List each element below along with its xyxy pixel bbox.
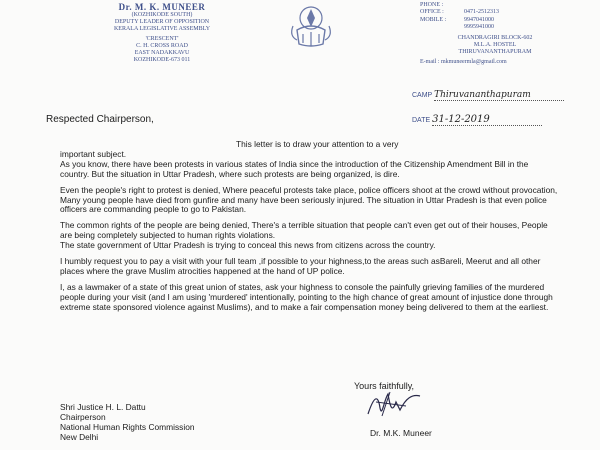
- addressee-line-2: Chairperson: [60, 412, 106, 422]
- mobile-phone-1: 9947041000: [464, 16, 494, 23]
- sender-email: E-mail : mkmuneermla@gmail.com: [420, 58, 507, 65]
- phone-label: PHONE :: [420, 2, 444, 8]
- addressee-line-1: Shri Justice H. L. Dattu: [60, 402, 146, 412]
- office-label: OFFICE :: [420, 9, 444, 16]
- sender-role-2: KERALA LEGISLATIVE ASSEMBLY: [113, 26, 211, 32]
- paragraph-4: I humbly request you to pay a visit with your full team ,if possible to your highness,to the areas such asBareli, Meerut and all other places where the grave Muslim atrocities happened at the hand of UP police.: [60, 256, 541, 276]
- sender-address-2: C. H. CROSS ROAD: [136, 43, 188, 49]
- camp-label: CAMP: [412, 92, 433, 99]
- hostel-line-1: CHANDRAGIRI BLOCK-602: [457, 34, 533, 41]
- signed-name: Dr. M.K. Muneer: [370, 428, 432, 438]
- date-label: DATE: [412, 117, 431, 124]
- paragraph-5: I, as a lawmaker of a state of this great union of states, ask your highness to console the painfully grieving families of the murdered people during your visit (and I am using 'murdered' intentionally, pointing to the high chance of great amount of injustice done through extreme state sponsored violence against Muslims), and to make a fair compensation money being delivered to them at the earliest.: [60, 281, 553, 312]
- hostel-line-2: M.L.A. HOSTEL: [473, 42, 517, 49]
- paragraph-1-text: important subject. As you know, there have been protests in various states of India since the introduction of the Citizenship Amendment Bill in the country. But the situation in Uttar Pradesh, where such protests are being organized, is dire.: [60, 148, 529, 179]
- letter-body: [60, 140, 558, 319]
- kerala-emblem-icon: [285, 0, 337, 52]
- sender-address-1: 'CRESCENT': [145, 36, 179, 42]
- paragraph-3: The common rights of the people are being denied, There's a terrible situation that people can't even get out of their houses, People are being completely subjected to human rights violations. The state government of Uttar Pradesh is trying to conceal this news from citizens across the country.: [60, 220, 548, 251]
- addressee-line-3: National Human Rights Commission: [60, 422, 195, 432]
- camp-field: [412, 90, 564, 101]
- sender-address-4: KOZHIKODE-673 011: [133, 57, 191, 63]
- sender-role-1: DEPUTY LEADER OF OPPOSITION: [114, 19, 210, 25]
- paragraph-1-lead: This letter is to draw your attention to a very: [236, 139, 399, 149]
- addressee-block: [60, 402, 195, 442]
- sender-name: Dr. M. K. MUNEER: [118, 2, 206, 12]
- salutation: Respected Chairperson,: [46, 114, 154, 125]
- paragraph-2: Even the people's right to protest is denied, Where peaceful protests take place, police officers shoot at the crowd without provocation, Many young people have died from gunfire and many have been seriously injured. The situation in Uttar Pradesh is that even police officers are commanding people to go to Pakistan.: [60, 184, 558, 215]
- sender-constituency: (KOZHIKODE SOUTH): [131, 12, 193, 18]
- office-phone: 0471-2512313: [464, 9, 499, 16]
- addressee-line-4: New Delhi: [60, 432, 99, 442]
- closing: Yours faithfully,: [354, 381, 415, 391]
- letterhead-right: [420, 2, 570, 66]
- mobile-phone-2: 9995941000: [464, 24, 494, 31]
- sender-address-3: EAST NADAKKAVU: [134, 50, 190, 56]
- camp-value: Thiruvananthapuram: [434, 90, 564, 101]
- date-value: 31-12-2019: [432, 114, 542, 126]
- date-field: [412, 114, 542, 126]
- letterhead-left: [62, 2, 262, 64]
- signature-icon: [362, 388, 432, 422]
- mobile-label: MOBILE :: [420, 16, 447, 23]
- hostel-line-3: THIRUVANANTHAPURAM: [458, 49, 532, 56]
- paragraph-1: [60, 140, 558, 180]
